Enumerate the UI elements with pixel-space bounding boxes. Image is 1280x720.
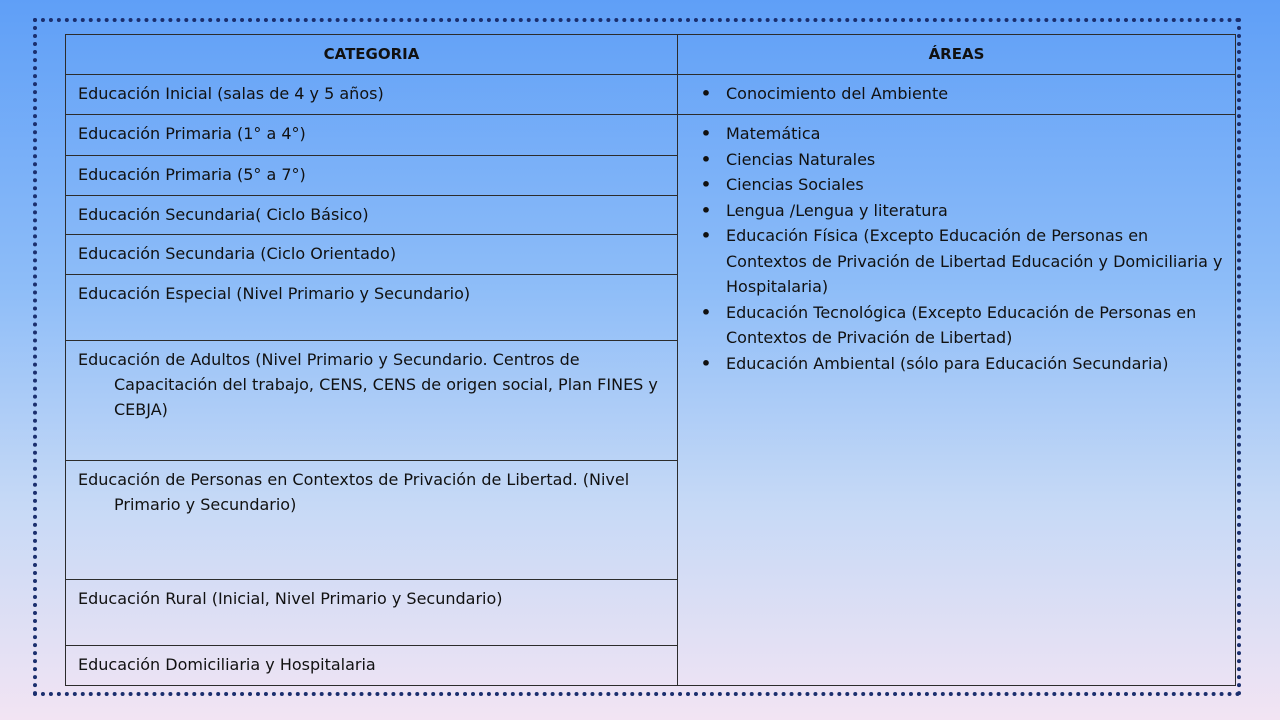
table-row xyxy=(66,75,1236,115)
table-row xyxy=(66,115,1236,156)
bullet-icon: • xyxy=(700,175,712,194)
area-text: Educación Física (Excepto Educación de Personas en Contextos de Privación de Libertad Educación y Domiciliaria y Hospitalaria) xyxy=(726,226,1223,296)
areas-column-header: ÁREAS xyxy=(678,35,1236,75)
areas-list-inicial xyxy=(698,81,1223,107)
list-item xyxy=(698,198,1223,224)
area-text: Ciencias Naturales xyxy=(726,149,876,169)
areas-cell-general xyxy=(678,115,1236,686)
area-text: Lengua /Lengua y literatura xyxy=(726,200,948,220)
area-text: Conocimiento del Ambiente xyxy=(726,84,949,103)
category-text: Educación Inicial (salas de 4 y 5 años) xyxy=(78,84,384,103)
area-text: Ciencias Sociales xyxy=(726,175,864,194)
list-item xyxy=(698,223,1223,300)
bullet-icon: • xyxy=(700,353,712,373)
list-item xyxy=(698,172,1223,198)
bullet-icon: • xyxy=(700,200,712,220)
category-text: Educación Secundaria( Ciclo Básico) xyxy=(78,205,369,224)
category-cell xyxy=(66,646,678,686)
bullet-icon: • xyxy=(700,84,712,103)
table-header-row xyxy=(66,35,1236,75)
area-text: Educación Tecnológica (Excepto Educación de Personas en Contextos de Privación de Libertad) xyxy=(726,302,1197,347)
categories-areas-table xyxy=(65,34,1236,686)
category-cell xyxy=(66,196,678,235)
category-text: Educación Rural (Inicial, Nivel Primario y Secundario) xyxy=(78,589,503,608)
bullet-icon: • xyxy=(700,149,712,169)
list-item xyxy=(698,147,1223,173)
category-cell xyxy=(66,115,678,156)
category-cell xyxy=(66,156,678,196)
area-text: Matemática xyxy=(726,124,821,143)
category-cell xyxy=(66,75,678,115)
bullet-icon: • xyxy=(700,124,712,143)
category-column-header: CATEGORIA xyxy=(66,35,678,75)
category-cell xyxy=(66,341,678,461)
area-text: Educación Ambiental (sólo para Educación Secundaria) xyxy=(726,353,1169,373)
category-text: Educación Domiciliaria y Hospitalaria xyxy=(78,655,376,674)
list-item xyxy=(698,121,1223,147)
category-cell xyxy=(66,235,678,275)
bullet-icon: • xyxy=(700,226,712,245)
category-text: Educación Secundaria (Ciclo Orientado) xyxy=(78,244,397,263)
list-item xyxy=(698,81,1223,107)
category-text: Educación Primaria (5° a 7°) xyxy=(78,165,306,184)
list-item xyxy=(698,300,1223,351)
category-cell xyxy=(66,461,678,580)
category-text: Educación Primaria (1° a 4°) xyxy=(78,124,306,143)
areas-list-general xyxy=(698,121,1223,376)
bullet-icon: • xyxy=(700,302,712,322)
list-item xyxy=(698,351,1223,377)
category-text: Educación Especial (Nivel Primario y Secundario) xyxy=(78,284,471,303)
areas-cell-inicial xyxy=(678,75,1236,115)
category-text: Educación de Adultos (Nivel Primario y Secundario. Centros de Capacitación del trabajo, CENS, CENS de origen social, Plan FINES y CEBJA) xyxy=(78,350,658,419)
category-cell xyxy=(66,275,678,341)
category-cell xyxy=(66,580,678,646)
category-text: Educación de Personas en Contextos de Privación de Libertad. (Nivel Primario y Secundario) xyxy=(78,470,630,514)
